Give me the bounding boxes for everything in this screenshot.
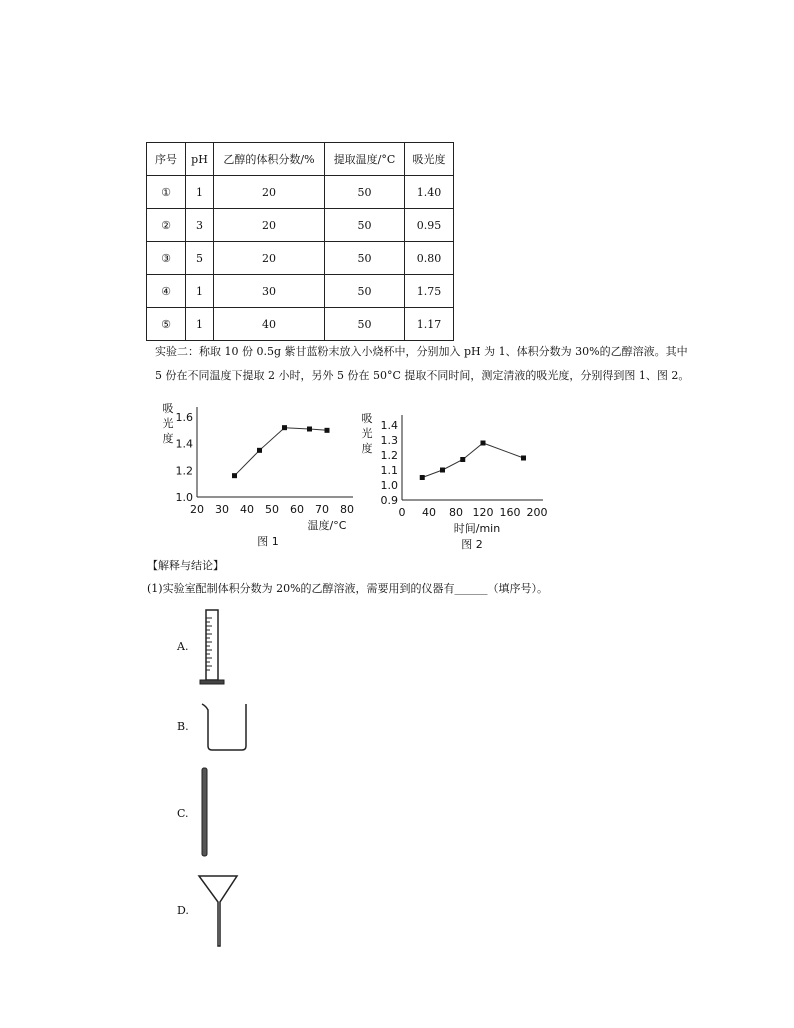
- y-axis-label-char: 吸: [162, 402, 174, 415]
- y-tick-label: 1.4: [175, 437, 193, 451]
- table-cell: 0.95: [405, 209, 454, 242]
- x-tick-label: 160: [499, 506, 521, 519]
- table-header-row: [147, 143, 454, 176]
- option-d-label: D.: [177, 904, 189, 917]
- beaker-icon: [200, 700, 252, 754]
- y-tick-label: 1.4: [380, 419, 398, 432]
- table-cell: 40: [214, 308, 325, 341]
- option-a-label: A.: [177, 640, 189, 653]
- table-cell: 30: [214, 275, 325, 308]
- table-cell: ①: [147, 176, 186, 209]
- data-point: [232, 473, 237, 478]
- table-cell: ②: [147, 209, 186, 242]
- conclusion-heading: 【解释与结论】: [147, 559, 224, 572]
- table-row: [147, 176, 454, 209]
- y-axis-label-char: 光: [162, 417, 174, 430]
- table-cell: 20: [214, 209, 325, 242]
- x-tick-label: 20: [190, 503, 204, 516]
- glass-rod-icon: [200, 766, 210, 860]
- figure1-chart: [150, 390, 360, 548]
- funnel-icon: [197, 872, 241, 952]
- table-cell: 5: [186, 242, 214, 275]
- x-tick-label: 0: [398, 506, 406, 519]
- data-point: [521, 456, 526, 461]
- data-point: [420, 475, 425, 480]
- y-tick-label: 1.3: [380, 434, 398, 447]
- x-tick-label: 60: [290, 503, 304, 516]
- absorbance-table: [146, 142, 454, 341]
- y-tick-label: 1.0: [380, 479, 398, 492]
- y-tick-label: 0.9: [380, 494, 398, 507]
- data-point: [440, 468, 445, 473]
- y-tick-label: 1.6: [175, 411, 193, 424]
- y-tick-label: 1.2: [380, 449, 398, 462]
- col-header: 乙醇的体积分数/%: [214, 143, 325, 176]
- table-cell: 1: [186, 275, 214, 308]
- x-tick-label: 40: [422, 506, 436, 519]
- series-line: [422, 443, 523, 478]
- x-axis-label: 时间/min: [453, 522, 501, 535]
- data-point: [325, 428, 330, 433]
- experiment2-line2: 5 份在不同温度下提取 2 小时，另外 5 份在 50°C 提取不同时间，测定清液的吸光度，分别得到图 1、图 2。: [155, 369, 690, 382]
- y-axis-label-char: 光: [361, 427, 373, 440]
- x-tick-label: 200: [526, 506, 548, 519]
- y-axis-label-char: 度: [361, 442, 373, 455]
- table-cell: 1.17: [405, 308, 454, 341]
- table-cell: 1.75: [405, 275, 454, 308]
- y-tick-label: 1.1: [380, 464, 398, 477]
- graduated-cylinder-icon: [198, 608, 230, 688]
- table-cell: 50: [325, 308, 405, 341]
- data-point: [481, 441, 486, 446]
- data-point: [282, 425, 287, 430]
- figure-caption: 图 1: [257, 535, 279, 548]
- data-point: [257, 448, 262, 453]
- table-cell: 1: [186, 308, 214, 341]
- table-cell: 50: [325, 242, 405, 275]
- col-header: 提取温度/°C: [325, 143, 405, 176]
- table-row: [147, 308, 454, 341]
- table-row: [147, 242, 454, 275]
- table-cell: 1: [186, 176, 214, 209]
- x-axis-label: 温度/°C: [307, 519, 347, 532]
- option-c-label: C.: [177, 807, 189, 820]
- experiment2-line1: 实验二：称取 10 份 0.5g 紫甘蓝粉末放入小烧杯中，分别加入 pH 为 1、体积分数为 30%的乙醇溶液。其中: [155, 345, 688, 358]
- table-cell: 50: [325, 275, 405, 308]
- x-tick-label: 30: [215, 503, 229, 516]
- x-tick-label: 120: [472, 506, 494, 519]
- y-tick-label: 1.2: [175, 464, 193, 478]
- table-cell: 50: [325, 176, 405, 209]
- data-point: [307, 427, 312, 432]
- figure-caption: 图 2: [461, 538, 483, 551]
- table-cell: ④: [147, 275, 186, 308]
- table-cell: ③: [147, 242, 186, 275]
- table-row: [147, 275, 454, 308]
- y-axis-label-char: 度: [162, 432, 174, 445]
- col-header: pH: [186, 143, 214, 176]
- y-axis-label-char: 吸: [361, 412, 373, 425]
- table-cell: 0.80: [405, 242, 454, 275]
- series-line: [235, 428, 328, 476]
- col-header: 吸光度: [405, 143, 454, 176]
- table-cell: 3: [186, 209, 214, 242]
- table-cell: 20: [214, 176, 325, 209]
- table-cell: 50: [325, 209, 405, 242]
- x-tick-label: 80: [449, 506, 463, 519]
- table-cell: ⑤: [147, 308, 186, 341]
- x-tick-label: 80: [340, 503, 354, 516]
- option-b-label: B.: [177, 720, 189, 733]
- x-tick-label: 40: [240, 503, 254, 516]
- table-cell: 20: [214, 242, 325, 275]
- table-row: [147, 209, 454, 242]
- data-point: [460, 457, 465, 462]
- x-tick-label: 50: [265, 503, 279, 516]
- x-tick-label: 70: [315, 503, 329, 516]
- y-tick-label: 1.0: [175, 491, 193, 504]
- col-header: 序号: [147, 143, 186, 176]
- table-cell: 1.40: [405, 176, 454, 209]
- figure2-chart: [355, 390, 565, 551]
- question-1: (1)实验室配制体积分数为 20%的乙醇溶液，需要用到的仪器有______（填序号）。: [147, 582, 549, 595]
